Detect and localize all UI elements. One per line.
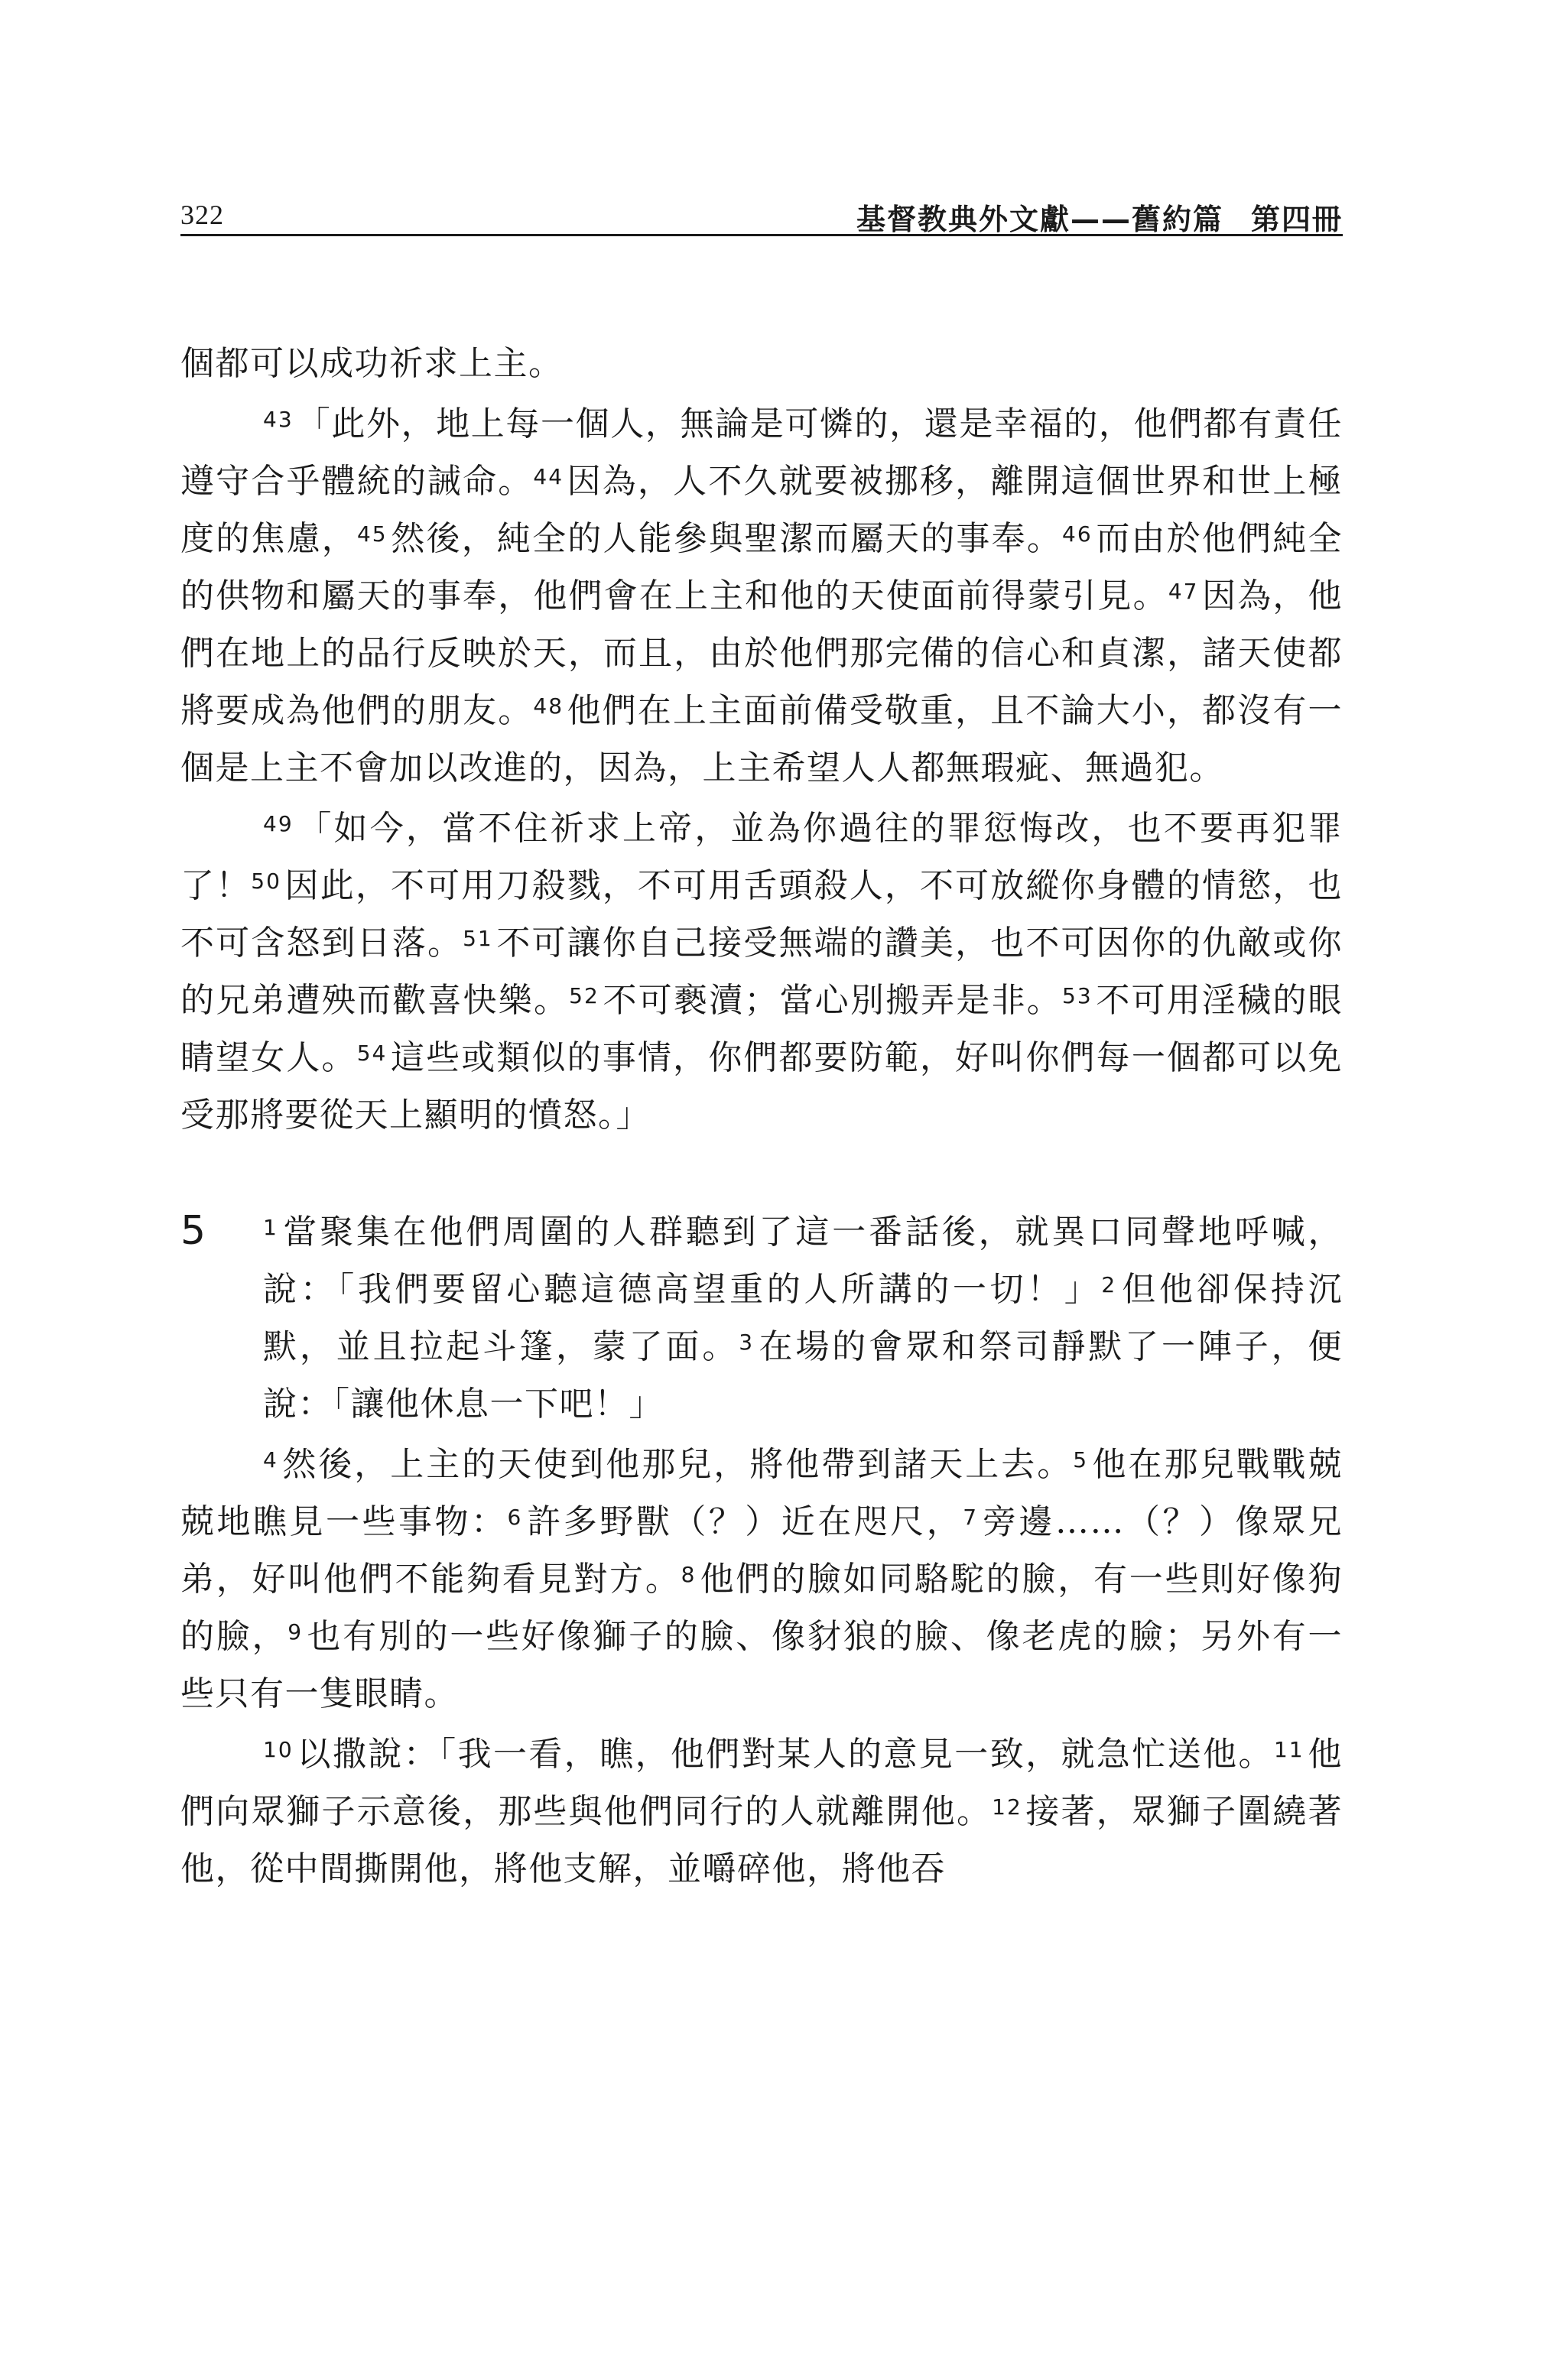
verse-number: 7 — [963, 1505, 979, 1530]
verse-text: 許多野獸（？）近在咫尺， — [525, 1502, 963, 1541]
verse-text: 當聚集在他們周圍的人群聽到了這一番話後，就異口同聲地呼喊，說：「我們要留心聽這德高望重的人所講的一切！」 — [263, 1213, 1343, 1309]
verse-text: 旁邊……（？）像眾兄弟，好叫他們不能夠看見對方。 — [180, 1502, 1343, 1599]
verse-number: 8 — [681, 1562, 697, 1587]
verse-number: 11 — [1273, 1737, 1304, 1762]
page-header — [180, 193, 1343, 239]
verse-number: 52 — [569, 983, 599, 1008]
verse-text: 接著，眾獅子圍繞著他，從中間撕開他，將他支解，並嚼碎他，將他吞 — [180, 1792, 1343, 1888]
verse-number: 12 — [992, 1794, 1022, 1820]
verse-text: 在場的會眾和祭司靜默了一陣子，便說：「讓他休息一下吧！」 — [263, 1327, 1343, 1424]
verse-text: 也有別的一些好像獅子的臉、像豺狼的臉、像老虎的臉；另外有一些只有一隻眼睛。 — [180, 1617, 1343, 1713]
verse-number: 45 — [356, 521, 388, 547]
verse-number: 4 — [263, 1447, 278, 1472]
verse-text: 但他卻保持沉默，並且拉起斗篷，蒙了面。 — [263, 1270, 1343, 1366]
verse-text: 以撒說：「我一看，瞧，他們對某人的意見一致，就急忙送他。 — [296, 1735, 1274, 1774]
verse-text: 因為，他們在地上的品行反映於天，而且，由於他們那完備的信心和貞潔，諸天使都將要成為他們的朋友。 — [180, 576, 1343, 730]
verse-text: 然後，上主的天使到他那兒，將他帶到諸天上去。 — [281, 1445, 1074, 1484]
verse-number: 47 — [1168, 579, 1199, 604]
verse-number: 53 — [1062, 983, 1093, 1008]
verse-text: 而由於他們純全的供物和屬天的事奉，他們會在上主和他的天使面前得蒙引見。 — [180, 519, 1343, 615]
verse-number: 48 — [533, 693, 564, 719]
verse-number: 44 — [533, 464, 564, 489]
verse-text: 不可讓你自己接受無端的讚美，也不可因你的仇敵或你的兄弟遭殃而歡喜快樂。 — [180, 924, 1343, 1020]
page-body — [180, 335, 1343, 1898]
paragraph — [180, 1203, 1343, 1433]
verse-text: 「如今，當不住祈求上帝，並為你過往的罪愆悔改，也不要再犯罪了！ — [180, 809, 1343, 905]
verse-number: 3 — [739, 1330, 755, 1355]
verse-number: 6 — [507, 1505, 523, 1530]
verse-number: 54 — [356, 1041, 388, 1066]
chapter-number: 5 — [180, 1208, 206, 1254]
verse-text: 因此，不可用刀殺戮，不可用舌頭殺人，不可放縱你身體的情慾，也不可含怒到日落。 — [180, 866, 1343, 963]
verse-text: 他們在上主面前備受敬重，且不論大小，都沒有一個是上主不會加以改進的，因為，上主希望人人都無瑕疵、無過犯。 — [180, 691, 1343, 787]
verse-number: 49 — [263, 811, 294, 836]
verse-text: 這些或類似的事情，你們都要防範，好叫你們每一個都可以免受那將要從天上顯明的憤怒。」 — [180, 1038, 1343, 1135]
verse-text: 他在那兒戰戰兢兢地瞧見一些事物： — [180, 1445, 1343, 1541]
verse-number: 50 — [251, 869, 281, 894]
verse-number: 1 — [263, 1215, 278, 1240]
page-number: 322 — [180, 200, 224, 230]
paragraph — [180, 335, 1343, 392]
verse-text: 他們向眾獅子示意後，那些與他們同行的人就離開他。 — [180, 1735, 1343, 1831]
verse-text: 「此外，地上每一個人，無論是可憐的，還是幸福的，他們都有責任遵守合乎體統的誡命。 — [180, 404, 1343, 501]
paragraph — [180, 800, 1343, 1144]
paragraph — [180, 1436, 1343, 1722]
verse-text: 不可褻瀆；當心別搬弄是非。 — [602, 981, 1063, 1020]
chapter-section — [180, 1203, 1343, 1898]
paragraph — [180, 395, 1343, 797]
paragraph — [180, 1726, 1343, 1898]
verse-number: 2 — [1101, 1272, 1117, 1297]
verse-text: 因為，人不久就要被挪移，離開這個世界和世上極度的焦慮， — [180, 462, 1343, 558]
running-title — [856, 196, 1343, 238]
verse-number: 5 — [1073, 1447, 1089, 1472]
verse-text: 他們的臉如同駱駝的臉，有一些則好像狗的臉， — [180, 1560, 1343, 1656]
verse-number: 43 — [263, 407, 294, 432]
verse-text: 個都可以成功祈求上主。 — [180, 344, 564, 383]
verse-number: 46 — [1062, 521, 1093, 547]
verse-number: 9 — [288, 1619, 304, 1645]
header-rule — [180, 234, 1343, 236]
verse-text: 然後，純全的人能參與聖潔而屬天的事奉。 — [390, 519, 1063, 558]
book-title: 基督教典外文獻——舊約篇 — [856, 203, 1223, 236]
verse-number: 51 — [463, 926, 493, 951]
volume-label: 第四冊 — [1250, 203, 1343, 236]
verse-number: 10 — [263, 1737, 294, 1762]
verse-text: 不可用淫穢的眼睛望女人。 — [180, 981, 1343, 1077]
